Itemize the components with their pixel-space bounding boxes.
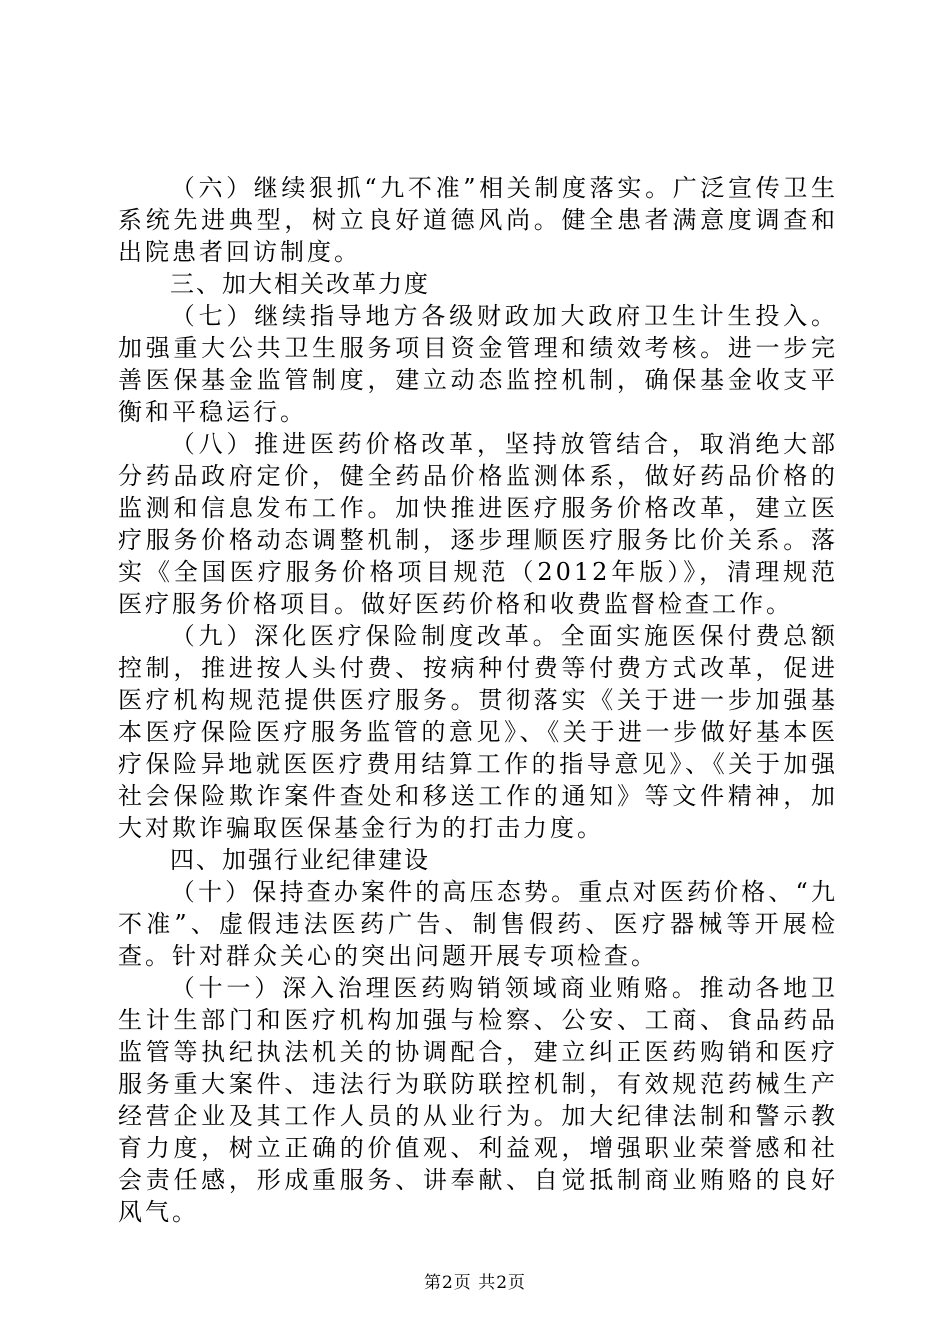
paragraph-item-9: （九）深化医疗保险制度改革。全面实施医保付费总额控制，推进按人头付费、按病种付费等付费方式改革，促进医疗机构规范提供医疗服务。贯彻落实《关于进一步加强基本医疗保险医疗服务监管的意见》、《关于进一步做好基本医疗保险异地就医医疗费用结算工作的指导意见》、《关于加强社会保险欺诈案件查处和移送工作的通知》等文件精神，加大对欺诈骗取医保基金行为的打击力度。 — [118, 622, 838, 842]
paragraph-item-6: （六）继续狠抓“九不准”相关制度落实。广泛宣传卫生系统先进典型，树立良好道德风尚。健全患者满意度调查和出院患者回访制度。 — [118, 174, 838, 266]
section-heading-3: 三、加大相关改革力度 — [170, 270, 430, 298]
document-body — [118, 172, 838, 1228]
section-heading-4: 四、加强行业纪律建设 — [170, 846, 430, 874]
paragraph-item-7: （七）继续指导地方各级财政加大政府卫生计生投入。加强重大公共卫生服务项目资金管理和绩效考核。进一步完善医保基金监管制度，建立动态监控机制，确保基金收支平衡和平稳运行。 — [118, 302, 838, 426]
page-footer: 第2页 共2页 — [423, 1273, 527, 1293]
paragraph-item-10: （十）保持查办案件的高压态势。重点对医药价格、“九不准”、虚假违法医药广告、制售假药、医疗器械等开展检查。针对群众关心的突出问题开展专项检查。 — [118, 878, 838, 970]
paragraph-item-11: （十一）深入治理医药购销领域商业贿赂。推动各地卫生计生部门和医疗机构加强与检察、公安、工商、食品药品监管等执纪执法机关的协调配合，建立纠正医药购销和医疗服务重大案件、违法行为联防联控机制，有效规范药械生产经营企业及其工作人员的从业行为。加大纪律法制和警示教育力度，树立正确的价值观、利益观，增强职业荣誉感和社会责任感，形成重服务、讲奉献、自觉抵制商业贿赂的良好风气。 — [118, 974, 838, 1226]
paragraph-item-8: （八）推进医药价格改革，坚持放管结合，取消绝大部分药品政府定价，健全药品价格监测体系，做好药品价格的监测和信息发布工作。加快推进医疗服务价格改革，建立医疗服务价格动态调整机制，逐步理顺医疗服务比价关系。落实《全国医疗服务价格项目规范（2012年版）》，清理规范医疗服务价格项目。做好医药价格和收费监督检查工作。 — [118, 430, 838, 618]
